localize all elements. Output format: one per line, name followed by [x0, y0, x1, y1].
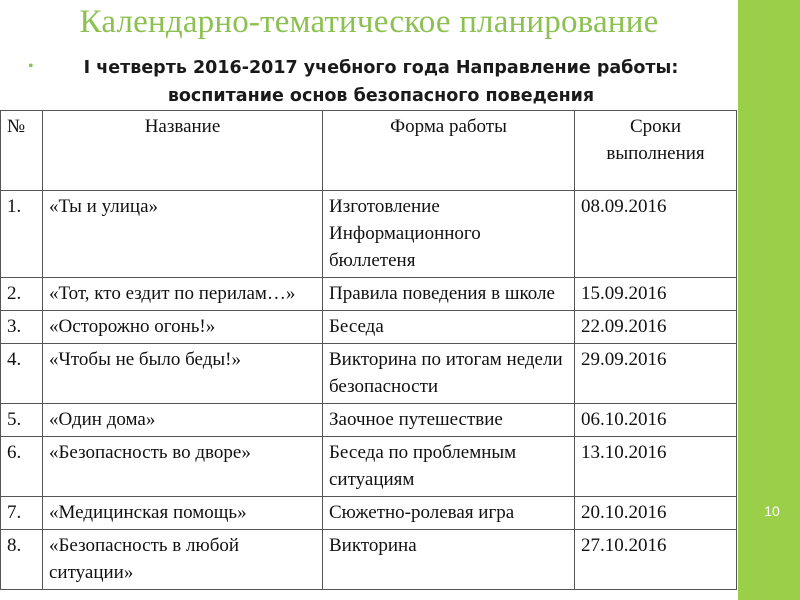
plan-table [0, 110, 737, 590]
cell-number: 3. [1, 311, 43, 344]
cell-number: 2. [1, 278, 43, 311]
cell-form: Беседа по проблемным ситуациям [323, 437, 575, 497]
cell-number: 1. [1, 191, 43, 278]
cell-date: 06.10.2016 [575, 404, 737, 437]
cell-number: 7. [1, 497, 43, 530]
cell-form: Беседа [323, 311, 575, 344]
table-row [1, 437, 737, 497]
cell-title: «Безопасность во дворе» [43, 437, 323, 497]
cell-date: 22.09.2016 [575, 311, 737, 344]
table-row [1, 404, 737, 437]
cell-form: Правила поведения в школе [323, 278, 575, 311]
cell-title: «Чтобы не было беды!» [43, 344, 323, 404]
cell-number: 4. [1, 344, 43, 404]
header-title: Название [43, 111, 323, 191]
header-number: № [1, 111, 43, 191]
cell-form: Викторина [323, 530, 575, 590]
cell-form: Изготовление Информационного бюллетеня [323, 191, 575, 278]
cell-title: «Безопасность в любой ситуации» [43, 530, 323, 590]
cell-form: Сюжетно-ролевая игра [323, 497, 575, 530]
cell-date: 08.09.2016 [575, 191, 737, 278]
cell-title: «Медицинская помощь» [43, 497, 323, 530]
cell-title: «Осторожно огонь!» [43, 311, 323, 344]
cell-title: «Ты и улица» [43, 191, 323, 278]
cell-form: Заочное путешествие [323, 404, 575, 437]
table-row [1, 530, 737, 590]
table-body [1, 191, 737, 590]
header-dates: Сроки выполнения [575, 111, 737, 191]
cell-number: 5. [1, 404, 43, 437]
table-header-row [1, 111, 737, 191]
cell-form: Викторина по итогам недели безопасности [323, 344, 575, 404]
cell-date: 29.09.2016 [575, 344, 737, 404]
page-number: 10 [764, 503, 780, 519]
table-row [1, 344, 737, 404]
cell-date: 15.09.2016 [575, 278, 737, 311]
bullet-icon: • [28, 58, 34, 75]
table-row [1, 278, 737, 311]
header-form: Форма работы [323, 111, 575, 191]
cell-title: «Один дома» [43, 404, 323, 437]
page-subtitle: I четверть 2016-2017 учебного года Направление работы: воспитание основ безопасного поведения [83, 58, 679, 106]
cell-title: «Тот, кто ездит по перилам…» [43, 278, 323, 311]
table-row [1, 497, 737, 530]
cell-date: 20.10.2016 [575, 497, 737, 530]
cell-number: 8. [1, 530, 43, 590]
table-row [1, 191, 737, 278]
cell-date: 27.10.2016 [575, 530, 737, 590]
page-title: Календарно-тематическое планирование [79, 4, 659, 40]
table-row [1, 311, 737, 344]
cell-number: 6. [1, 437, 43, 497]
cell-date: 13.10.2016 [575, 437, 737, 497]
